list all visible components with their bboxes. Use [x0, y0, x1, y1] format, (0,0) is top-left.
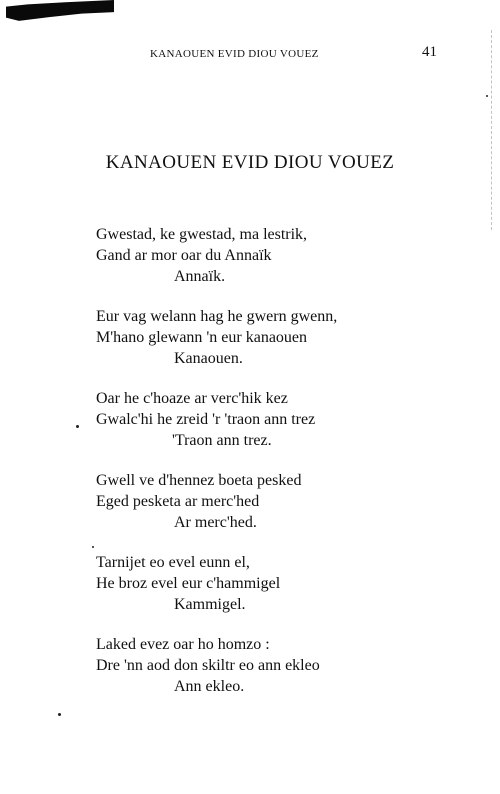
scan-ink-blot	[6, 0, 114, 22]
verse-line: M'hano glewann 'n eur kanaouen	[96, 329, 308, 346]
refrain-line: Annaïk.	[174, 268, 226, 285]
scan-speck	[486, 95, 488, 97]
verse-line: Gwalc'hi he zreid 'r 'traon ann trez	[96, 411, 316, 428]
stanza	[96, 552, 416, 615]
running-head	[0, 44, 500, 64]
poem-body	[96, 224, 416, 716]
verse-line: Laked evez oar ho homzo :	[96, 636, 270, 653]
refrain-line: Ar merc'hed.	[174, 514, 257, 531]
refrain-line: Kammigel.	[174, 596, 246, 613]
verse-line: Tarnijet eo evel eunn el,	[96, 554, 250, 571]
verse-line: Eged pesketa ar merc'hed	[96, 493, 260, 510]
stanza	[96, 388, 416, 451]
refrain-line: 'Traon ann trez.	[172, 432, 272, 449]
verse-line: Eur vag welann hag he gwern gwenn,	[96, 308, 338, 325]
scan-speck	[58, 713, 61, 716]
verse-line: Oar he c'hoaze ar verc'hik kez	[96, 390, 288, 407]
scan-speck	[76, 425, 79, 428]
refrain-line: Ann ekleo.	[174, 678, 245, 695]
verse-line: Gand ar mor oar du Annaïk	[96, 247, 272, 264]
stanza	[96, 470, 416, 533]
running-head-title: KANAOUEN EVID DIOU VOUEZ	[150, 48, 319, 60]
verse-line: Gwell ve d'hennez boeta pesked	[96, 472, 302, 489]
scan-speck	[92, 546, 94, 548]
page-number: 41	[422, 44, 437, 60]
stanza	[96, 224, 416, 287]
stanza	[96, 634, 416, 697]
poem-title: KANAOUEN EVID DIOU VOUEZ	[105, 152, 395, 173]
refrain-line: Kanaouen.	[174, 350, 243, 367]
verse-line: Dre 'nn aod don skiltr eo ann ekleo	[96, 657, 320, 674]
verse-line: Gwestad, ke gwestad, ma lestrik,	[96, 226, 308, 243]
verse-line: He broz evel eur c'hammigel	[96, 575, 281, 592]
stanza	[96, 306, 416, 369]
